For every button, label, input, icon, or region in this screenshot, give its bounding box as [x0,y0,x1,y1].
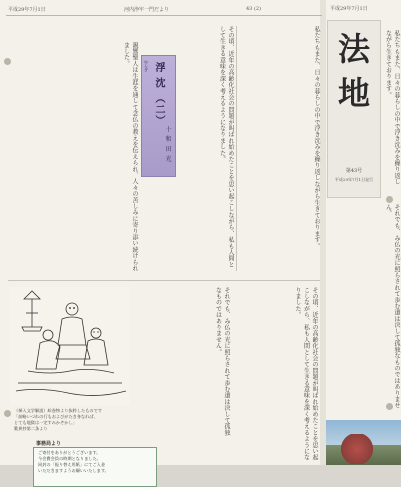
text-column-right-page-bottom: それでも、み仏の光に照らされて歩む道は決して孤独なものではありません。 [384,204,400,409]
page-header [6,4,322,16]
illustration-caption [14,408,134,432]
header-date-right: 平成29年7月1日 [330,6,368,12]
caption-line: 「前略いづれの行もおよびがたき身なれば、 [14,414,98,419]
issue-number: 第43号 [345,168,363,174]
caption-line: （挿入文学解説）絵巻物より抜粋したものです [14,408,102,413]
ink-illustration [10,287,130,405]
text-column-top-right: 私たちもまた、日々の暮らしの中で浮き沈みを繰り返しながら生きております。 [313,26,320,250]
notice-box [33,447,157,487]
caption-line: 歎異抄第二条より [14,426,48,431]
issue-date: 平成29年7月1日発行 [334,177,374,182]
text-column-top-middle: その頃、近年の高齢化社会の問題が叫ばれ始めたことを思い起こしながら、私も人間として生きる意味を深く考えるようになりました。 [218,26,234,268]
binder-hole [386,196,393,203]
binder-hole [4,58,11,65]
text-column-bottom-left: それでも、み仏の光に照らされて歩む道は決して孤独なものではありません。 [214,287,230,436]
text-column-bottom-right: その頃、近年の高齢化社会の問題が叫ばれ始めたことを思い起こしながら、私も人間として生きる意味を深く考えるようになりました。 [294,287,318,461]
photo-thumbnail [326,420,401,465]
notice-line: ご寄付をありがとうございます。 [38,450,101,455]
newsletter-logo [332,27,376,139]
notice-line: 同封の「振り替え用紙」にてご入金 [38,462,106,467]
logo-char: 地 [337,74,370,112]
caption-line: とても地獄は一定すみかぞかし」 [14,420,77,425]
notice-line: いただきますようお願いいたします。 [38,468,109,473]
article-author: 十 和 田 光 [164,126,171,163]
logo-char: 法 [337,30,370,68]
notice-line: 今会費会員の時期となりました。 [38,456,101,461]
article-title-card [141,55,176,177]
header-issue: 43 (2) [246,6,262,12]
text-column-right-page-top: 私たちもまた、日々の暮らしの中で浮き沈みを繰り返しながら生きております。 [384,30,400,185]
header-date: 平成29年7月1日 [8,7,46,13]
binder-hole [4,410,11,417]
binder-hole [386,403,393,410]
tree-image [340,434,374,464]
article-title: 浮 沈 （二） [153,62,164,126]
header-temple: 河内浄牢一門だより [124,7,170,13]
title-ruby: ゆらぎ [144,60,149,72]
notice-heading: 事務局より [36,441,62,447]
masthead [327,20,381,198]
text-column-top-left: 親鸞聖人は生涯を通して念仏の教えを伝えられ、人々の苦しみに寄り添い続けられました。 [122,42,138,272]
